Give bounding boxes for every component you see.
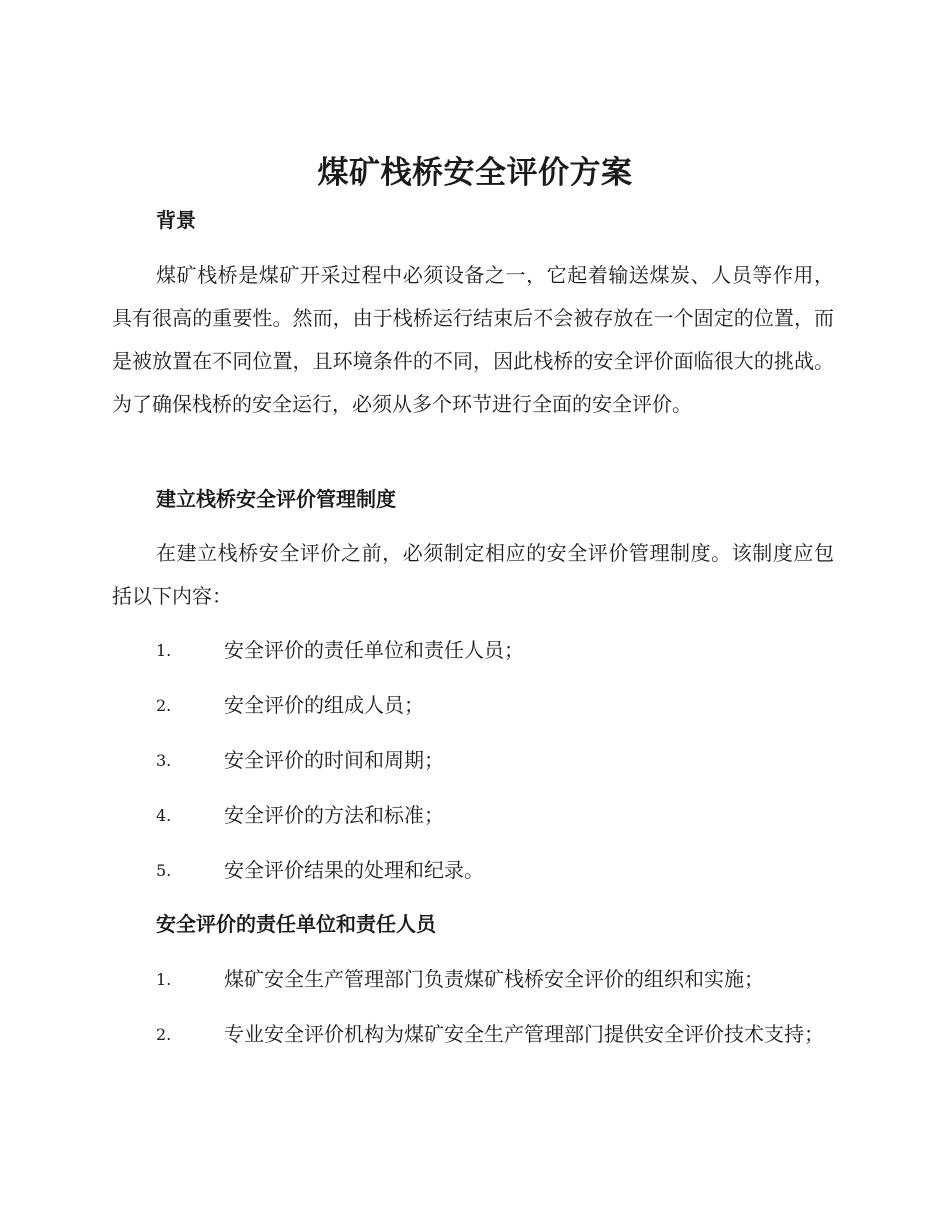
list-item-text: 安全评价的组成人员； (224, 693, 424, 717)
list-item-text: 安全评价的责任单位和责任人员； (224, 638, 524, 662)
list-item-text: 安全评价的方法和标准； (224, 803, 444, 827)
list-item-text: 煤矿安全生产管理部门负责煤矿栈桥安全评价的组织和实施； (224, 967, 764, 991)
section-heading-responsibility: 安全评价的责任单位和责任人员 (156, 912, 436, 936)
section-heading-background: 背景 (156, 208, 196, 232)
list-item-number: 2. (156, 696, 172, 715)
list-item-number: 2. (156, 1025, 172, 1044)
list-item (112, 849, 834, 892)
list-item-number: 1. (156, 970, 172, 989)
list-item-text: 安全评价结果的处理和纪录。 (224, 858, 484, 882)
list-item (112, 958, 834, 1001)
list-item (112, 739, 834, 782)
list-item (112, 629, 834, 672)
list-item-number: 5. (156, 861, 172, 880)
list-item (112, 794, 834, 837)
list-item (112, 684, 834, 727)
background-paragraph: 煤矿栈桥是煤矿开采过程中必须设备之一，它起着输送煤炭、人员等作用，具有很高的重要性。然而，由于栈桥运行结束后不会被存放在一个固定的位置，而是被放置在不同位置，且环境条件的不同，因此栈桥的安全评价面临很大的挑战。为了确保栈桥的安全运行，必须从多个环节进行全面的安全评价。 (112, 263, 834, 416)
management-system-paragraph: 在建立栈桥安全评价之前，必须制定相应的安全评价管理制度。该制度应包括以下内容： (112, 541, 834, 608)
list-item-number: 4. (156, 806, 172, 825)
list-item (112, 1013, 834, 1056)
list-item-number: 1. (156, 641, 172, 660)
section-heading-management-system: 建立栈桥安全评价管理制度 (156, 487, 396, 511)
list-item-number: 3. (156, 751, 172, 770)
list-item-text: 安全评价的时间和周期； (224, 748, 444, 772)
list-item-text: 专业安全评价机构为煤矿安全生产管理部门提供安全评价技术支持； (224, 1022, 824, 1046)
document-title: 煤矿栈桥安全评价方案 (317, 155, 633, 191)
